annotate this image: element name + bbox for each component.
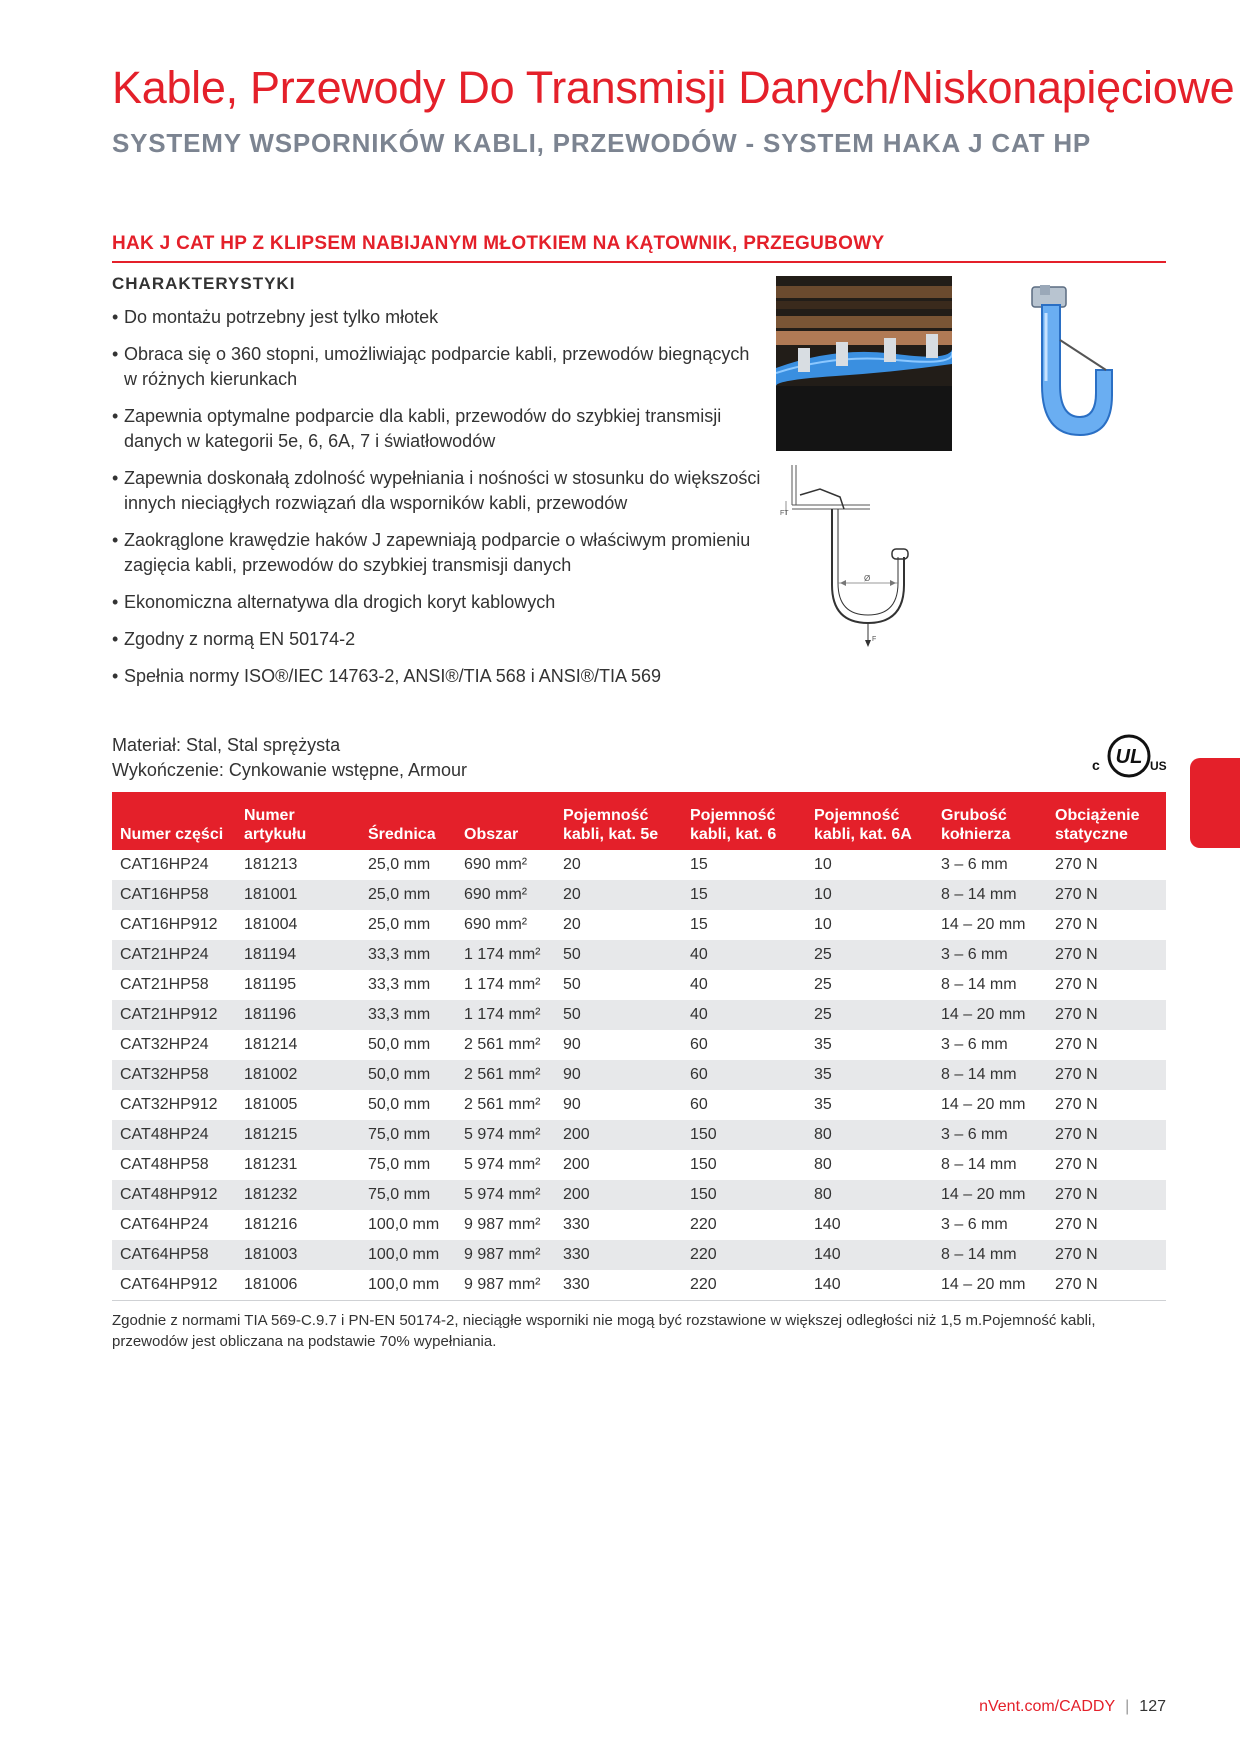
table-cell: 150 (682, 1180, 806, 1210)
table-cell: 140 (806, 1240, 933, 1270)
table-cell: 40 (682, 940, 806, 970)
table-row (112, 850, 1166, 880)
table-cell: 15 (690, 856, 708, 873)
column-header: Grubość kołnierza (933, 792, 1047, 850)
table-cell: 181002 (236, 1060, 360, 1090)
table-cell: 181005 (244, 1096, 298, 1113)
footer-separator: | (1125, 1698, 1130, 1715)
table-cell: 10 (814, 856, 832, 873)
table-cell: 3 – 6 mm (941, 1036, 1008, 1053)
table-cell: 25 (806, 1000, 933, 1030)
material-text: Materiał: Stal, Stal sprężysta (112, 735, 341, 755)
table-cell: 14 – 20 mm (941, 1096, 1026, 1113)
table-cell: 270 N (1055, 1156, 1098, 1173)
table-cell: 100,0 mm (368, 1216, 440, 1233)
features-heading: CHARAKTERYSTYKI (112, 274, 296, 293)
table-cell: 181004 (244, 916, 298, 933)
force-label: F (872, 636, 877, 643)
table-cell: 8 – 14 mm (933, 880, 1047, 910)
table-cell: 100,0 mm (360, 1270, 456, 1301)
table-cell: 10 (806, 880, 933, 910)
column-header: Pojemność kabli, kat. 6A (806, 792, 933, 850)
table-cell: 20 (563, 916, 581, 933)
table-cell: 15 (682, 880, 806, 910)
table-cell: CAT32HP24 (120, 1036, 209, 1053)
table-cell: 220 (682, 1240, 806, 1270)
table-cell: 270 N (1055, 976, 1098, 993)
table-row (112, 1120, 1166, 1150)
column-header: Pojemność kabli, kat. 6 (682, 792, 806, 850)
table-cell: 33,3 mm (360, 1000, 456, 1030)
material-block (112, 733, 467, 783)
table-cell: 330 (555, 1270, 682, 1301)
table-cell: CAT16HP58 (112, 880, 236, 910)
table-cell: 2 561 mm² (464, 1036, 541, 1053)
table-cell: 75,0 mm (360, 1180, 456, 1210)
table-cell: 33,3 mm (360, 940, 456, 970)
table-cell: 270 N (1055, 1096, 1098, 1113)
column-header: Obciążenie statyczne (1047, 792, 1166, 850)
table-cell: 270 N (1047, 1270, 1166, 1301)
section-tab-marker (1190, 758, 1240, 848)
j-hook-product-image (1010, 285, 1120, 445)
spec-table (112, 792, 1166, 1301)
table-cell: 181196 (236, 1000, 360, 1030)
table-cell: 14 – 20 mm (933, 1180, 1047, 1210)
table-cell: CAT64HP58 (112, 1240, 236, 1270)
table-cell: 3 – 6 mm (933, 940, 1047, 970)
table-header-row (112, 792, 1166, 850)
table-cell: 75,0 mm (368, 1156, 431, 1173)
table-row (112, 880, 1166, 910)
table-cell: 270 N (1047, 1240, 1166, 1270)
table-row (112, 1030, 1166, 1060)
page-subtitle: SYSTEMY WSPORNIKÓW KABLI, PRZEWODÓW - SYSTEM HAKA J CAT HP (112, 128, 1092, 158)
ul-certification-icon (1090, 732, 1168, 780)
table-cell: 90 (563, 1096, 581, 1113)
table-cell: 140 (814, 1216, 841, 1233)
table-row (112, 1210, 1166, 1240)
table-row (112, 1090, 1166, 1120)
table-cell: 50,0 mm (368, 1096, 431, 1113)
table-cell: 10 (814, 916, 832, 933)
table-cell: 181216 (244, 1216, 298, 1233)
table-cell: 8 – 14 mm (933, 1060, 1047, 1090)
table-cell: 3 – 6 mm (941, 856, 1008, 873)
page-footer (979, 1698, 1166, 1716)
table-cell: 1 174 mm² (456, 940, 555, 970)
page-title: Kable, Przewody Do Transmisji Danych/Niskonapięciowe (112, 62, 1235, 113)
table-row (112, 1150, 1166, 1180)
table-cell: CAT48HP912 (112, 1180, 236, 1210)
ul-mark-us: US (1150, 759, 1167, 773)
table-cell: CAT21HP24 (112, 940, 236, 970)
table-cell: CAT32HP58 (112, 1060, 236, 1090)
column-header: Numer artykułu (236, 792, 360, 850)
ul-mark-c: c (1092, 757, 1100, 773)
table-cell: 25,0 mm (368, 856, 431, 873)
feature-item: • Obraca się o 360 stopni, umożliwiając podparcie kabli, przewodów biegnących w różnych kierunkach (112, 342, 762, 392)
table-cell: CAT64HP912 (112, 1270, 236, 1301)
installation-photo-graphic (776, 276, 952, 451)
table-cell: 14 – 20 mm (941, 916, 1026, 933)
table-cell: 9 987 mm² (456, 1240, 555, 1270)
table-cell: 690 mm² (456, 880, 555, 910)
table-cell: CAT21HP58 (120, 976, 209, 993)
table-cell: 270 N (1047, 940, 1166, 970)
table-cell: 181194 (236, 940, 360, 970)
table-cell: CAT16HP24 (120, 856, 209, 873)
table-cell: 150 (682, 1120, 806, 1150)
table-cell: 181215 (236, 1120, 360, 1150)
table-cell: CAT21HP912 (112, 1000, 236, 1030)
table-cell: CAT48HP24 (112, 1120, 236, 1150)
table-cell: 181214 (244, 1036, 298, 1053)
table-cell: 20 (555, 880, 682, 910)
table-cell: 8 – 14 mm (941, 976, 1017, 993)
column-header: Numer części (112, 792, 236, 850)
table-cell: 50 (563, 976, 581, 993)
column-header: Średnica (360, 792, 456, 850)
table-cell: 140 (806, 1270, 933, 1301)
finish-text: Wykończenie: Cynkowanie wstępne, Armour (112, 760, 467, 780)
table-cell: 8 – 14 mm (933, 1240, 1047, 1270)
table-cell: 5 974 mm² (456, 1120, 555, 1150)
table-row (112, 1000, 1166, 1030)
table-cell: 270 N (1047, 1120, 1166, 1150)
table-cell: 181232 (236, 1180, 360, 1210)
table-row (112, 910, 1166, 940)
feature-item: • Zgodny z normą EN 50174-2 (112, 627, 762, 652)
table-body (112, 850, 1166, 1301)
feature-item: • Ekonomiczna alternatywa dla drogich koryt kablowych (112, 590, 762, 615)
table-cell: CAT64HP24 (120, 1216, 209, 1233)
table-cell: 90 (555, 1060, 682, 1090)
table-cell: 35 (814, 1036, 832, 1053)
table-cell: 15 (690, 916, 708, 933)
table-cell: 200 (563, 1156, 590, 1173)
table-cell: 270 N (1055, 916, 1098, 933)
table-row (112, 1060, 1166, 1090)
table-cell: 80 (814, 1156, 832, 1173)
table-cell: 1 174 mm² (456, 1000, 555, 1030)
table-cell: 5 974 mm² (464, 1156, 541, 1173)
table-cell: 40 (690, 976, 708, 993)
table-cell: 3 – 6 mm (933, 1120, 1047, 1150)
table-cell: 20 (563, 856, 581, 873)
column-header: Pojemność kabli, kat. 5e (555, 792, 682, 850)
feature-item: • Zaokrąglone krawędzie haków J zapewniają podparcie o właściwym promieniu zagięcia kabli, przewodów do szybkiej transmisji danych (112, 528, 762, 578)
table-cell: 60 (682, 1060, 806, 1090)
feature-item: • Zapewnia optymalne podparcie dla kabli, przewodów do szybkiej transmisji danych w kategorii 5e, 6, 6A, 7 i światłowodów (112, 404, 762, 454)
table-cell: 150 (690, 1156, 717, 1173)
ul-mark-text: UL (1115, 746, 1143, 768)
diameter-label: Ø (864, 574, 871, 583)
table-cell: 330 (563, 1216, 590, 1233)
footer-url[interactable]: nVent.com/CADDY (979, 1698, 1116, 1715)
table-cell: 9 987 mm² (456, 1270, 555, 1301)
page-number: 127 (1139, 1698, 1166, 1715)
table-cell: 270 N (1047, 880, 1166, 910)
table-row (112, 940, 1166, 970)
table-cell: 220 (690, 1216, 717, 1233)
table-cell: CAT48HP58 (120, 1156, 209, 1173)
table-row (112, 970, 1166, 1000)
table-cell: 2 561 mm² (456, 1060, 555, 1090)
features-list (112, 305, 762, 701)
table-cell: 270 N (1047, 1000, 1166, 1030)
column-header: Obszar (456, 792, 555, 850)
table-cell: 270 N (1055, 1036, 1098, 1053)
table-cell: 9 987 mm² (464, 1216, 541, 1233)
table-cell: 270 N (1055, 1216, 1098, 1233)
footnote: Zgodnie z normami TIA 569-C.9.7 i PN-EN 50174-2, nieciągłe wsporniki nie mogą być rozstawione w większej odległości niż 1,5 m.Pojemność kabli, przewodów jest obliczana na podstawie 70% wypełniania. (112, 1312, 1096, 1350)
table-cell: 33,3 mm (368, 976, 431, 993)
feature-item: • Spełnia normy ISO®/IEC 14763-2, ANSI®/TIA 568 i ANSI®/TIA 569 (112, 664, 762, 689)
table-cell: 220 (682, 1270, 806, 1301)
table-cell: 181003 (236, 1240, 360, 1270)
table-cell: 50 (555, 1000, 682, 1030)
table-cell: 35 (806, 1060, 933, 1090)
table-cell: 50,0 mm (368, 1036, 431, 1053)
table-cell: 60 (690, 1096, 708, 1113)
table-row (112, 1180, 1166, 1210)
table-cell: 200 (555, 1120, 682, 1150)
table-row (112, 1270, 1166, 1301)
table-cell: 690 mm² (464, 916, 528, 933)
table-cell: 25 (806, 940, 933, 970)
table-cell: 75,0 mm (360, 1120, 456, 1150)
section-title: HAK J CAT HP Z KLIPSEM NABIJANYM MŁOTKIEM NA KĄTOWNIK, PRZEGUBOWY (112, 233, 1166, 263)
table-cell: 270 N (1047, 1060, 1166, 1090)
table-cell: 8 – 14 mm (941, 1156, 1017, 1173)
table-cell: 2 561 mm² (464, 1096, 541, 1113)
table-cell: 3 – 6 mm (941, 1216, 1008, 1233)
table-cell: 50 (555, 940, 682, 970)
table-cell: 40 (682, 1000, 806, 1030)
installation-photo (776, 276, 952, 451)
table-cell: 50,0 mm (360, 1060, 456, 1090)
table-cell: 60 (690, 1036, 708, 1053)
table-cell: 25,0 mm (368, 916, 431, 933)
table-cell: 80 (806, 1120, 933, 1150)
table-cell: 35 (814, 1096, 832, 1113)
feature-item: • Zapewnia doskonałą zdolność wypełniania i nośności w stosunku do większości innych nieciągłych rozwiązań dla wsporników kabli, przewodów (112, 466, 762, 516)
technical-drawing (780, 465, 920, 650)
table-cell: 181213 (244, 856, 298, 873)
table-cell: 270 N (1055, 856, 1098, 873)
table-cell: 100,0 mm (360, 1240, 456, 1270)
table-cell: 181231 (244, 1156, 298, 1173)
table-cell: 690 mm² (464, 856, 528, 873)
table-cell: 181195 (244, 976, 297, 993)
feature-item: • Do montażu potrzebny jest tylko młotek (112, 305, 762, 330)
table-cell: 80 (806, 1180, 933, 1210)
ft-label: FT (780, 510, 789, 517)
table-row (112, 1240, 1166, 1270)
table-cell: 25,0 mm (360, 880, 456, 910)
table-cell: 1 174 mm² (464, 976, 541, 993)
table-cell: 270 N (1047, 1180, 1166, 1210)
table-cell: 14 – 20 mm (933, 1270, 1047, 1301)
table-cell: CAT16HP912 (120, 916, 218, 933)
table-cell: 181006 (236, 1270, 360, 1301)
table-cell: 25 (814, 976, 832, 993)
table-cell: 181001 (236, 880, 360, 910)
table-cell: 90 (563, 1036, 581, 1053)
table-cell: 330 (555, 1240, 682, 1270)
table-cell: 5 974 mm² (456, 1180, 555, 1210)
table-cell: 14 – 20 mm (933, 1000, 1047, 1030)
table-cell: CAT32HP912 (120, 1096, 218, 1113)
table-cell: 200 (555, 1180, 682, 1210)
